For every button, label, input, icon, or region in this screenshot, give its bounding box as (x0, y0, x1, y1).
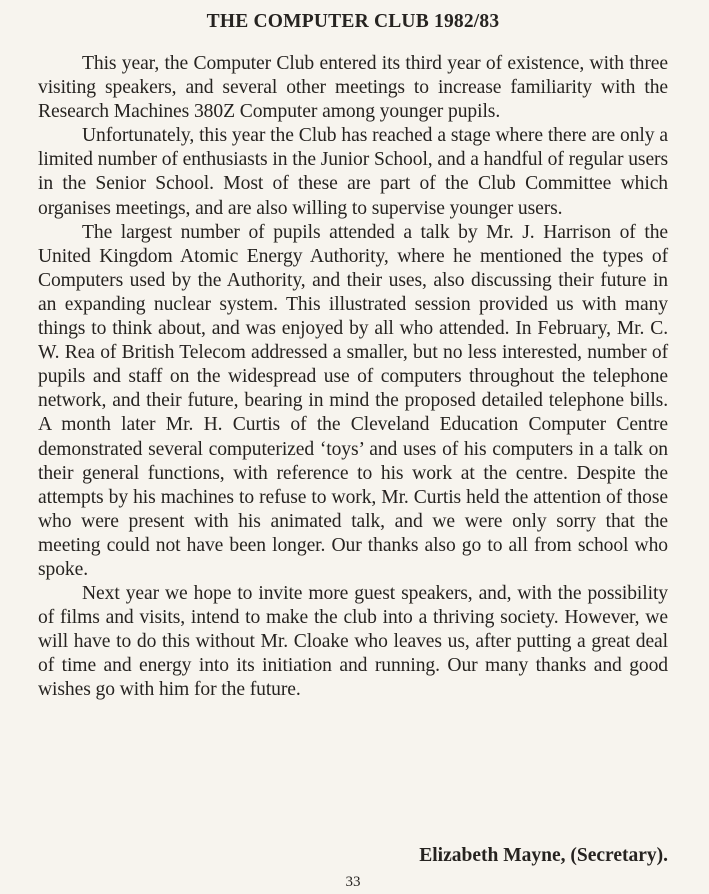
paragraph-3: The largest number of pupils attended a talk by Mr. J. Harrison of the United Kingdom Atomic Energy Authority, where he mentioned the types of Computers used by the Authority, and their uses, also discussing their future in an expanding nuclear system. This illustrated session provided us with many things to think about, and was enjoyed by all who attended. In February, Mr. C. W. Rea of British Telecom addressed a smaller, but no less interested, number of pupils and staff on the widespread use of computers throughout the telephone network, and their future, bearing in mind the proposed detailed telephone bills. A month later Mr. H. Curtis of the Cleveland Education Computer Centre demonstrated several computerized ‘toys’ and uses of his computers in a talk on their general functions, with reference to his work at the centre. Despite the attempts by his machines to refuse to work, Mr. Curtis held the attention of those who were present with his animated talk, and we were only sorry that the meeting could not have been longer. Our thanks also go to all from school who spoke. (38, 221, 668, 580)
author-signature: Elizabeth Mayne, (Secretary). (419, 845, 668, 866)
page-number: 33 (345, 874, 361, 890)
article-body (38, 52, 668, 703)
document-page (38, 0, 668, 894)
paragraph-1: This year, the Computer Club entered its third year of existence, with three visiting speakers, and several other meetings to increase familiarity with the Research Machines 380Z Computer among younger pupils. (38, 53, 668, 123)
paragraph-2: Unfortunately, this year the Club has reached a stage where there are only a limited number of enthusiasts in the Junior School, and a handful of regular users in the Senior School. Most of these are part of the Club Committee which organises meetings, and are also willing to supervise younger users. (38, 125, 668, 219)
article-title: THE COMPUTER CLUB 1982/83 (206, 11, 500, 32)
paragraph-4: Next year we hope to invite more guest speakers, and, with the possibility of films and visits, intend to make the club into a thriving society. However, we will have to do this without Mr. Cloake who leaves us, after putting a great deal of time and energy into its initiation and running. Our many thanks and good wishes go with him for the future. (38, 583, 668, 701)
